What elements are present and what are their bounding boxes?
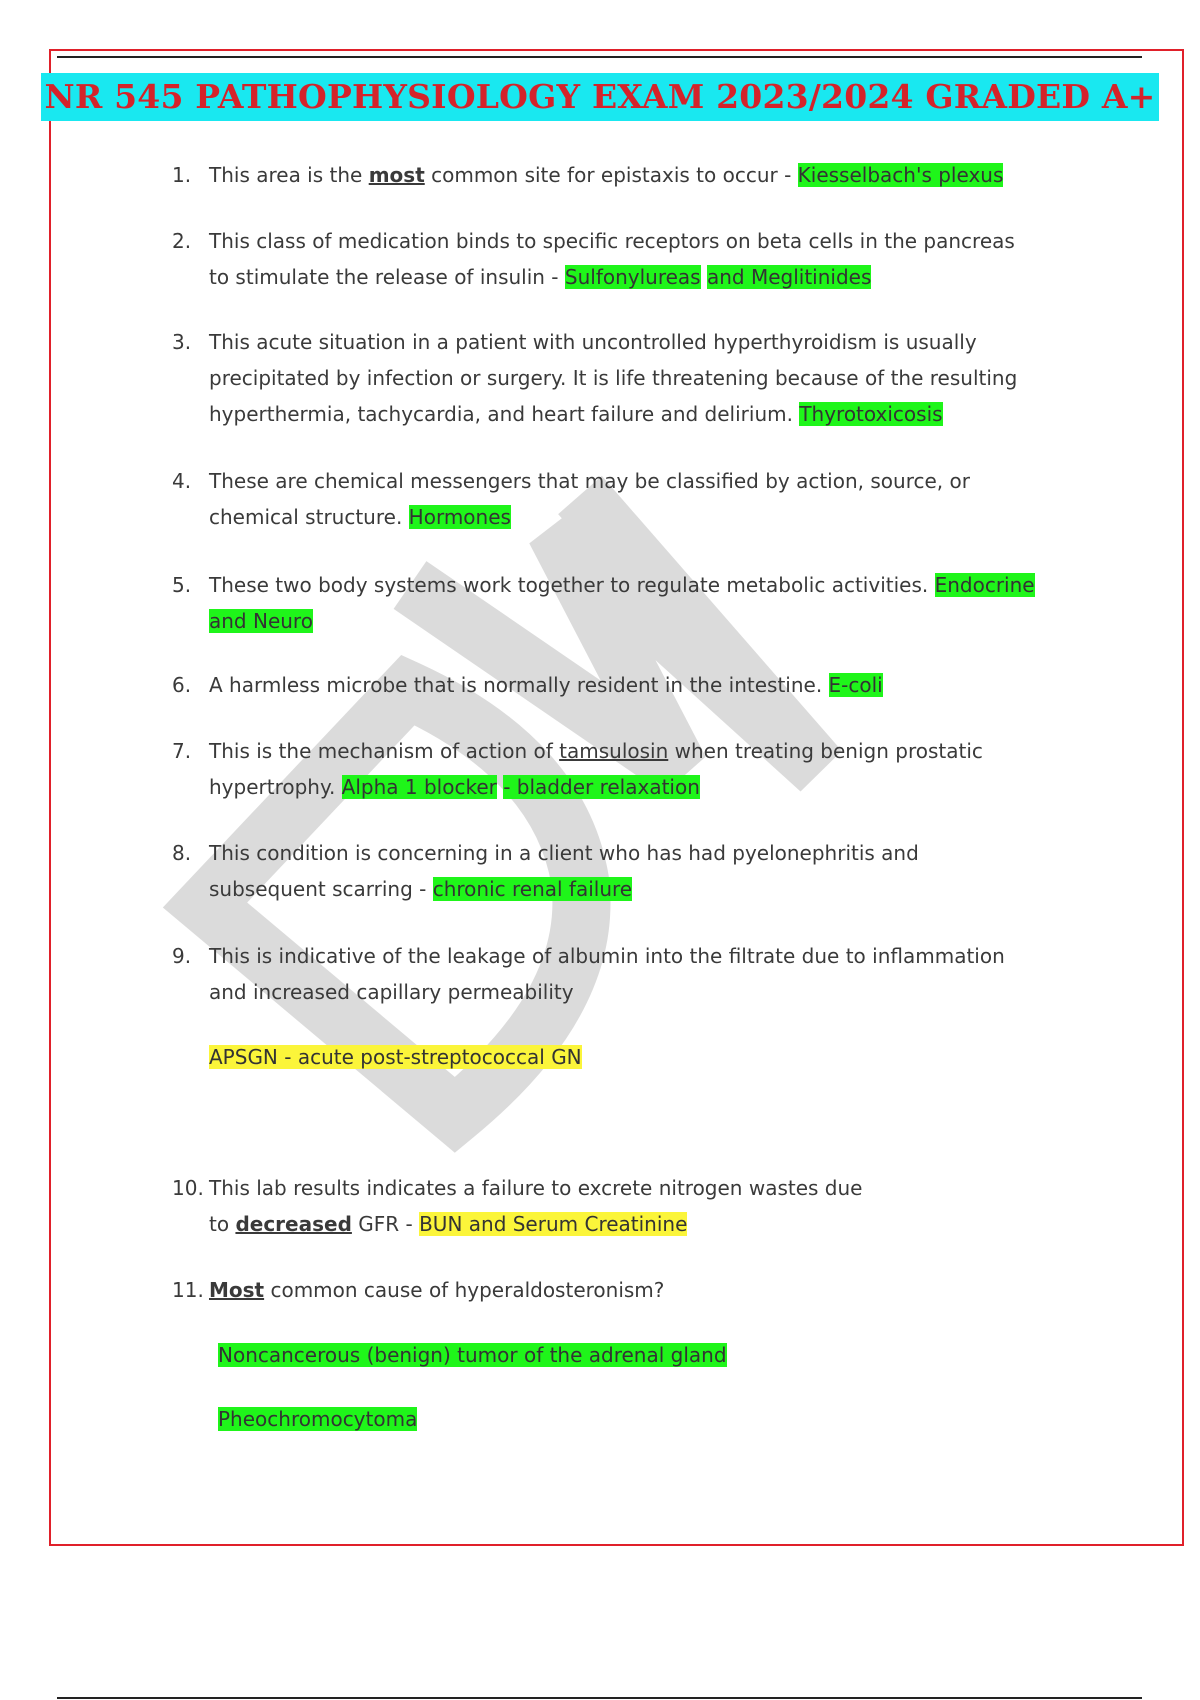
answer-highlight: BUN and Serum Creatinine (419, 1212, 688, 1236)
answer-highlight: Alpha 1 blocker (341, 775, 497, 799)
answer-highlight: - bladder relaxation (503, 775, 700, 799)
question-text: GFR - (351, 1212, 420, 1236)
top-rule (57, 56, 1142, 58)
question-text: subsequent scarring - (209, 877, 433, 901)
answer-highlight: chronic renal failure (432, 877, 633, 901)
emphasis-word: tamsulosin (559, 739, 669, 763)
question-text: hypertrophy. (209, 775, 342, 799)
question-number: 2. (172, 229, 192, 253)
answer-highlight: and Meglitinides (706, 265, 872, 289)
answer-11b (218, 1401, 417, 1437)
question-text: These two body systems work together to regulate metabolic activities. (209, 573, 935, 597)
question-text: This is indicative of the leakage of albumin into the filtrate due to inflammation (209, 944, 1005, 968)
question-text: These are chemical messengers that may be classified by action, source, or (209, 469, 970, 493)
document-title: NR 545 PATHOPHYSIOLOGY EXAM 2023/2024 GRADED A+ (41, 73, 1158, 121)
question-text: hyperthermia, tachycardia, and heart failure and delirium. (209, 402, 800, 426)
answer-highlight: Endocrine (934, 573, 1035, 597)
answer-highlight: Sulfonylureas (564, 265, 701, 289)
emphasis-word: Most (209, 1278, 265, 1302)
question-text: A harmless microbe that is normally resident in the intestine. (209, 673, 829, 697)
question-text: chemical structure. (209, 505, 409, 529)
question-number: 11. (172, 1278, 204, 1302)
emphasis-word: most (368, 163, 425, 187)
answer-highlight: APSGN - acute post-streptococcal GN (209, 1045, 582, 1069)
answer-highlight: E-coli (828, 673, 883, 697)
title-wrap (0, 73, 1200, 121)
question-text: This lab results indicates a failure to excrete nitrogen wastes due (209, 1176, 863, 1200)
question-text: This is the mechanism of action of (209, 739, 560, 763)
question-number: 10. (172, 1176, 204, 1200)
answer-highlight: Noncancerous (benign) tumor of the adrenal gland (218, 1343, 727, 1367)
question-number: 4. (172, 469, 192, 493)
answer-highlight: and Neuro (209, 609, 313, 633)
answer-highlight: Hormones (408, 505, 511, 529)
question-text: common site for epistaxis to occur - (424, 163, 798, 187)
answer-11a (218, 1337, 727, 1373)
bottom-rule (57, 1697, 1142, 1699)
question-text: precipitated by infection or surgery. It is life threatening because of the resulting (209, 366, 1018, 390)
answer-9 (209, 1039, 582, 1075)
emphasis-word: decreased (235, 1212, 352, 1236)
question-text: This acute situation in a patient with uncontrolled hyperthyroidism is usually (209, 330, 977, 354)
question-number: 3. (172, 330, 192, 354)
answer-highlight: Kiesselbach's plexus (797, 163, 1004, 187)
question-text: to stimulate the release of insulin - (209, 265, 565, 289)
question-text: when treating benign prostatic (668, 739, 983, 763)
answer-highlight: Pheochromocytoma (218, 1407, 418, 1431)
question-text: common cause of hyperaldosteronism? (264, 1278, 665, 1302)
question-text: and increased capillary permeability (209, 980, 574, 1004)
question-text: This area is the (209, 163, 369, 187)
question-number: 1. (172, 163, 192, 187)
question-text: This class of medication binds to specific receptors on beta cells in the pancreas (209, 229, 1015, 253)
question-text: This condition is concerning in a client who has had pyelonephritis and (209, 841, 919, 865)
question-number: 9. (172, 944, 192, 968)
question-number: 6. (172, 673, 192, 697)
question-number: 7. (172, 739, 192, 763)
question-text: to (209, 1212, 236, 1236)
question-number: 8. (172, 841, 192, 865)
question-number: 5. (172, 573, 192, 597)
answer-highlight: Thyrotoxicosis (799, 402, 943, 426)
